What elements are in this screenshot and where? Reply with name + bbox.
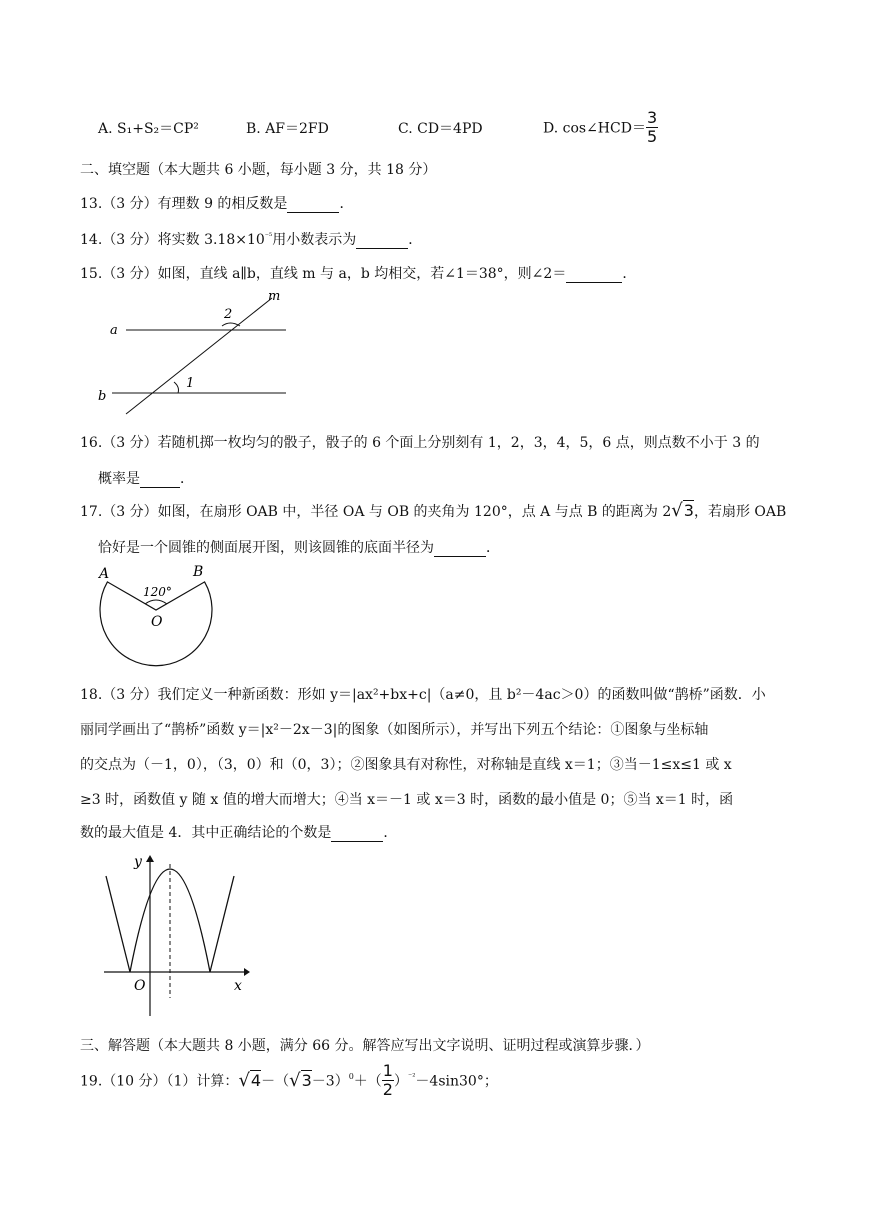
label-origin: O xyxy=(134,978,146,994)
question-19-text: 19.（10 分）（1）计算： xyxy=(80,1073,239,1090)
question-16-line-2 xyxy=(98,468,194,488)
exponent: ⁻⁵ xyxy=(264,231,273,241)
sqrt-argument: 3 xyxy=(301,1071,312,1090)
answer-blank xyxy=(434,540,486,557)
question-17-text: 17.（3 分）如图，在扇形 OAB 中，半径 OA 与 OB 的夹角为 120°，点 A 与点 B 的距离为 2 xyxy=(80,504,672,520)
section-3-header: 三、解答题（本大题共 8 小题，满分 66 分。解答应写出文字说明、证明过程或演算步骤．） xyxy=(80,1038,650,1054)
question-18-line-4: ≥3 时，函数值 y 随 x 值的增大而增大；④当 x＝－1 或 x＝3 时，函数的最小值是 0；⑤当 x＝1 时，函 xyxy=(80,792,734,808)
question-19 xyxy=(80,1063,498,1098)
minus-three: －3） xyxy=(311,1073,349,1090)
denominator: 2 xyxy=(382,1080,393,1099)
label-a: A xyxy=(99,566,110,582)
label-b: b xyxy=(98,389,107,404)
period: ． xyxy=(486,540,500,556)
question-15 xyxy=(80,263,636,283)
option-b: B. AF＝2FD xyxy=(246,121,329,137)
plus-paren: ＋（ xyxy=(353,1073,382,1090)
question-17-line-2 xyxy=(98,537,500,557)
question-13 xyxy=(80,193,353,213)
question-18-line-1: 18.（3 分）我们定义一种新函数：形如 y＝|ax²+bx+c|（a≠0，且 b²－4ac＞0）的函数叫做“鹊桥”函数．小 xyxy=(80,687,766,703)
question-14-tail: 用小数表示为 xyxy=(272,232,357,248)
label-m: m xyxy=(268,289,281,304)
numerator: 3 xyxy=(646,108,658,127)
question-15-text: 15.（3 分）如图，直线 a∥b，直线 m 与 a，b 均相交，若∠1＝38°，则∠2＝ xyxy=(80,266,567,282)
question-18-line-5 xyxy=(80,822,397,842)
question-16-line-1: 16.（3 分）若随机掷一枚均匀的骰子，骰子的 6 个面上分别刻有 1，2，3，4，5，6 点，则点数不小于 3 的 xyxy=(80,435,760,451)
period: ． xyxy=(180,471,194,487)
fraction xyxy=(646,110,658,145)
label-y: y xyxy=(134,854,142,870)
close-paren: ） xyxy=(393,1073,408,1090)
numerator: 1 xyxy=(382,1061,393,1080)
sector-figure xyxy=(95,562,225,667)
parallel-lines-figure xyxy=(90,288,290,418)
sqrt-sign: √ xyxy=(289,1070,301,1091)
period: ． xyxy=(383,825,398,841)
exponent-zero: 0 xyxy=(348,1071,354,1081)
question-14 xyxy=(80,229,422,249)
label-angle-1: 1 xyxy=(186,376,195,391)
label-b: B xyxy=(193,564,204,580)
question-18-text: 数的最大值是 4．其中正确结论的个数是 xyxy=(80,825,332,841)
label-angle: 120° xyxy=(143,585,172,599)
sqrt-sign: √ xyxy=(671,500,683,521)
answer-blank xyxy=(566,266,622,283)
sqrt-sign: √ xyxy=(238,1070,250,1091)
question-14-text: 14.（3 分）将实数 3.18×10 xyxy=(80,232,265,248)
answer-blank xyxy=(287,196,339,213)
question-18-line-3: 的交点为（－1，0），（3，0）和（0，3）；②图象具有对称性，对称轴是直线 x＝1；③当－1≤x≤1 或 x xyxy=(80,757,732,773)
period: ． xyxy=(622,266,637,282)
label-o: O xyxy=(151,614,163,630)
period: ． xyxy=(408,232,423,248)
label-x: x xyxy=(234,978,242,994)
option-d-text: D. cos∠HCD＝ xyxy=(543,120,646,137)
answer-blank xyxy=(140,471,180,488)
question-17-tail: ，若扇形 OAB xyxy=(693,504,787,520)
label-angle-2: 2 xyxy=(224,307,233,322)
question-18-line-2: 丽同学画出了“鹊桥”函数 y＝|x²－2x－3|的图象（如图所示），并写出下列五个结论：①图象与坐标轴 xyxy=(80,722,709,738)
question-13-text: 13.（3 分）有理数 9 的相反数是 xyxy=(80,196,288,212)
option-d xyxy=(543,110,658,145)
option-c: C. CD＝4PD xyxy=(398,121,483,137)
option-a: A. S₁+S₂＝CP² xyxy=(98,121,199,137)
answer-blank xyxy=(331,825,383,842)
period: ． xyxy=(339,196,354,212)
question-17-line-1 xyxy=(80,500,786,521)
denominator: 5 xyxy=(646,127,658,146)
label-a: a xyxy=(110,323,118,338)
question-17-text-2: 恰好是一个圆锥的侧面展开图，则该圆锥的底面半径为 xyxy=(98,540,434,556)
question-19-tail: －4sin30°； xyxy=(415,1073,498,1090)
answer-blank xyxy=(356,232,408,249)
sqrt-argument: 4 xyxy=(250,1071,262,1090)
exponent-neg-two: ⁻² xyxy=(407,1071,416,1081)
fraction-half xyxy=(382,1063,394,1098)
section-2-header: 二、填空题（本大题共 6 小题，每小题 3 分，共 18 分） xyxy=(80,162,437,178)
function-graph-figure xyxy=(98,850,258,1020)
minus-paren: －（ xyxy=(261,1073,290,1090)
sqrt-argument: 3 xyxy=(683,501,694,520)
question-16-text: 概率是 xyxy=(98,471,140,487)
